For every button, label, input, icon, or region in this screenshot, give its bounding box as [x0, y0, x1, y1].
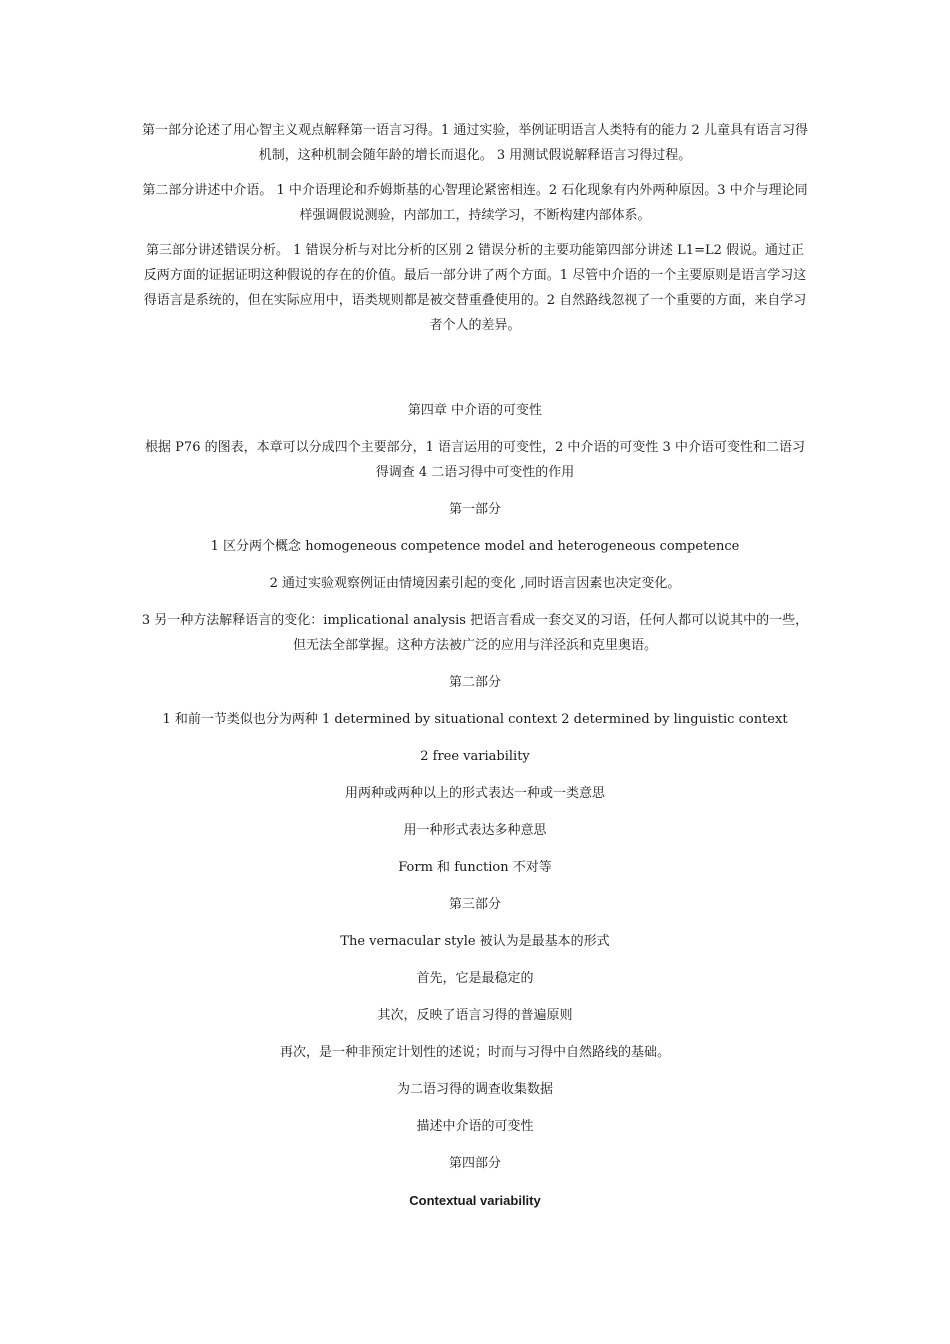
part1-item: 1 区分两个概念 homogeneous competence model and heterogeneous competence — [210, 539, 740, 554]
intro-section — [140, 118, 810, 338]
part3-item: 为二语习得的调查收集数据 — [396, 1082, 553, 1097]
part1-item: 3 另一种方法解释语言的变化：implicational analysis 把语言看成一套交叉的习语，任何人都可以说其中的一些，但无法全部掌握。这种方法被广泛的应用与洋泾浜和克里奥语。 — [141, 613, 809, 653]
part3-item: 首先，它是最稳定的 — [416, 971, 534, 986]
chapter-summary: 根据 P76 的图表，本章可以分成四个主要部分，1 语言运用的可变性，2 中介语的可变性 3 中介语可变性和二语习得调查 4 二语习得中可变性的作用 — [145, 440, 805, 480]
part3-item: 再次，是一种非预定计划性的述说；时而与习得中自然路线的基础。 — [279, 1045, 670, 1060]
part2-item: 用一种形式表达多种意思 — [403, 823, 547, 838]
intro-paragraph-3: 第三部分讲述错误分析。 1 错误分析与对比分析的区别 2 错误分析的主要功能第四部分讲述 L1=L2 假说。通过正反两方面的证据证明这种假说的存在的价值。最后一部分讲了两个方面。1 尽管中介语的一个主要原则是语言学习这得语言是系统的，但在实际应用中，语类规则都是被交替重叠使用的。2 自然路线忽视了一个重要的方面，来自学习者个人的差异。 — [143, 243, 807, 333]
intro-paragraph-2: 第二部分讲述中介语。 1 中介语理论和乔姆斯基的心智理论紧密相连。2 石化现象有内外两种原因。3 中介与理论同样强调假说测验，内部加工，持续学习，不断构建内部体系。 — [142, 183, 808, 223]
part2-item: Form 和 function 不对等 — [398, 860, 552, 875]
part3-item: 描述中介语的可变性 — [416, 1119, 534, 1134]
part4-heading: 第四部分 — [448, 1156, 501, 1171]
part3-item: 其次，反映了语言习得的普遍原则 — [377, 1008, 573, 1023]
part2-item: 用两种或两种以上的形式表达一种或一类意思 — [344, 786, 605, 801]
intro-paragraph-1: 第一部分论述了用心智主义观点解释第一语言习得。1 通过实验，举例证明语言人类特有的能力 2 儿童具有语言习得机制，这种机制会随年龄的增长而退化。 3 用测试假说解释语言习得过程。 — [142, 123, 808, 163]
chapter-section — [140, 398, 810, 1213]
part2-item: 1 和前一节类似也分为两种 1 determined by situational context 2 determined by linguistic context — [162, 712, 788, 727]
part2-item: 2 free variability — [420, 749, 530, 764]
part1-item: 2 通过实验观察例证由情境因素引起的变化 ,同时语言因素也决定变化。 — [269, 576, 681, 591]
part4-subheading: Contextual variability — [409, 1193, 541, 1208]
part3-item: The vernacular style 被认为是最基本的形式 — [340, 934, 610, 949]
part3-heading: 第三部分 — [448, 897, 501, 912]
part2-heading: 第二部分 — [448, 675, 501, 690]
part1-heading: 第一部分 — [448, 502, 501, 517]
chapter-title: 第四章 中介语的可变性 — [407, 403, 543, 418]
